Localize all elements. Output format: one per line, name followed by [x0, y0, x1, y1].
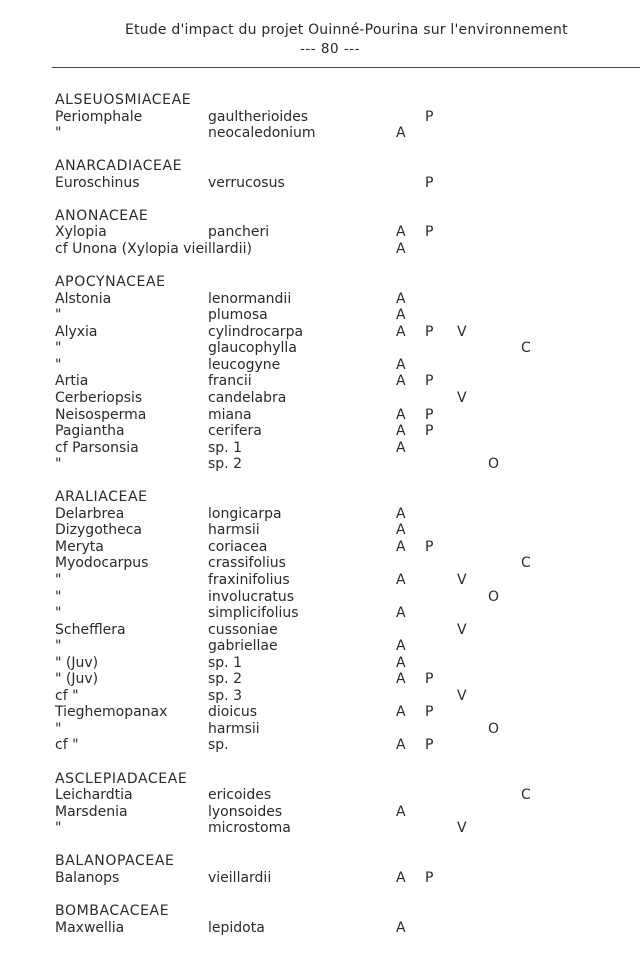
species-row: [0, 241, 640, 258]
species-row: [0, 787, 640, 804]
species-row: [0, 671, 640, 688]
species-row: [0, 555, 640, 572]
family-heading: [0, 274, 640, 291]
species-row: [0, 407, 640, 424]
species-epithet: lenormandii: [208, 290, 292, 307]
species-row: [0, 572, 640, 589]
species-epithet: lyonsoides: [208, 803, 283, 820]
genus-name: Artia: [55, 373, 89, 390]
mark-c: C: [521, 555, 531, 572]
genus-name: Dizygotheca: [55, 522, 143, 539]
genus-name: ": [55, 307, 62, 324]
species-epithet: ericoides: [208, 787, 272, 804]
mark-a: A: [396, 373, 406, 390]
species-epithet: coriacea: [208, 538, 268, 555]
family-heading: [0, 903, 640, 920]
species-epithet: glaucophylla: [208, 340, 297, 357]
species-epithet: harmsii: [208, 522, 260, 539]
species-row: [0, 688, 640, 705]
mark-a: A: [396, 572, 406, 588]
mark-a: A: [396, 406, 406, 423]
genus-name: ": [55, 356, 62, 373]
species-row: [0, 440, 640, 457]
mark-a: A: [396, 224, 406, 241]
family-heading: [0, 489, 640, 506]
genus-name: Meryta: [55, 538, 104, 555]
species-epithet: harmsii: [208, 720, 260, 737]
genus-name: Alyxia: [55, 323, 98, 340]
species-row: [0, 291, 640, 308]
genus-name: ": [55, 720, 62, 737]
genus-name: Neisosperma: [55, 406, 147, 423]
family-name: BOMBACACEAE: [55, 902, 170, 919]
species-row: [0, 307, 640, 324]
genus-name: Leichardtia: [55, 787, 133, 804]
family-heading: [0, 158, 640, 175]
genus-name: " (Juv): [55, 671, 99, 688]
family-name: ALSEUOSMIACEAE: [55, 92, 192, 108]
mark-p: P: [425, 538, 434, 555]
species-epithet: plumosa: [208, 307, 268, 324]
family-name: ARALIACEAE: [55, 489, 148, 506]
mark-a: A: [396, 737, 406, 754]
family-name: APOCYNACEAE: [55, 274, 166, 291]
species-epithet: sp. 2: [208, 456, 242, 473]
genus-name: Xylopia: [55, 224, 107, 241]
species-epithet: simplicifolius: [208, 605, 299, 621]
family-heading: [0, 771, 640, 788]
mark-a: A: [396, 919, 406, 936]
mark-p: P: [425, 406, 434, 423]
species-row: [0, 539, 640, 556]
genus-name: ": [55, 340, 62, 357]
species-row: [0, 357, 640, 374]
species-epithet: dioicus: [208, 704, 258, 721]
genus-name: Pagiantha: [55, 423, 125, 439]
mark-a: A: [396, 605, 406, 621]
genus-name: Balanops: [55, 869, 120, 886]
species-row: [0, 125, 640, 142]
species-row: [0, 704, 640, 721]
species-epithet: pancheri: [208, 224, 270, 241]
mark-p: P: [425, 869, 434, 886]
mark-v: V: [457, 687, 467, 704]
mark-p: P: [425, 174, 434, 191]
genus-name: cf ": [55, 687, 79, 704]
mark-a: A: [396, 638, 406, 655]
mark-v: V: [457, 572, 467, 588]
mark-a: A: [396, 307, 406, 324]
mark-a: A: [396, 671, 406, 688]
family-name: ANONACEAE: [55, 207, 149, 224]
mark-v: V: [457, 621, 467, 638]
genus-name: Schefflera: [55, 621, 126, 638]
mark-p: P: [425, 704, 434, 721]
mark-o: O: [488, 720, 500, 737]
species-row: [0, 721, 640, 738]
mark-a: A: [396, 423, 406, 439]
species-epithet: cussoniae: [208, 621, 278, 638]
mark-o: O: [488, 456, 500, 473]
genus-name: ": [55, 638, 62, 655]
mark-a: A: [396, 125, 406, 142]
genus-name: ": [55, 820, 62, 837]
genus-name: ": [55, 456, 62, 473]
genus-name: Tieghemopanax: [55, 704, 168, 721]
mark-v: V: [457, 820, 467, 837]
species-row: [0, 870, 640, 887]
species-epithet: gaultherioides: [208, 108, 309, 125]
species-row: [0, 506, 640, 523]
genus-name: Euroschinus: [55, 174, 140, 191]
family-heading: [0, 208, 640, 225]
genus-name: Maxwellia: [55, 919, 125, 936]
genus-name: Cerberiopsis: [55, 389, 143, 406]
family-heading: [0, 853, 640, 870]
species-epithet: sp. 2: [208, 671, 242, 688]
genus-name: Marsdenia: [55, 803, 128, 820]
mark-a: A: [396, 522, 406, 539]
genus-name: ": [55, 125, 62, 142]
genus-name: ": [55, 588, 62, 605]
mark-p: P: [425, 108, 434, 125]
genus-name: Alstonia: [55, 290, 112, 307]
species-row: [0, 456, 640, 473]
genus-name: Periomphale: [55, 108, 143, 125]
mark-a: A: [396, 704, 406, 721]
species-row: [0, 522, 640, 539]
species-row: [0, 820, 640, 837]
species-row: [0, 390, 640, 407]
species-row: [0, 804, 640, 821]
genus-name: " (Juv): [55, 654, 99, 671]
species-row: [0, 340, 640, 357]
mark-p: P: [425, 224, 434, 241]
mark-v: V: [457, 323, 467, 340]
species-row: [0, 655, 640, 672]
mark-a: A: [396, 323, 406, 340]
mark-a: A: [396, 356, 406, 373]
mark-a: A: [396, 241, 406, 257]
mark-a: A: [396, 290, 406, 307]
species-epithet: crassifolius: [208, 555, 286, 572]
mark-a: A: [396, 538, 406, 555]
species-epithet: involucratus: [208, 588, 295, 605]
species-epithet: sp. 1: [208, 654, 242, 671]
genus-name: Delarbrea: [55, 505, 125, 522]
genus-name: ": [55, 572, 62, 588]
mark-a: A: [396, 803, 406, 820]
species-epithet: sp. 3: [208, 687, 242, 704]
species-row: [0, 423, 640, 440]
mark-a: A: [396, 654, 406, 671]
species-epithet: cerifera: [208, 423, 262, 439]
species-epithet: microstoma: [208, 820, 291, 837]
species-row: [0, 920, 640, 937]
mark-c: C: [521, 340, 531, 357]
species-epithet: sp.: [208, 737, 229, 754]
mark-c: C: [521, 787, 531, 804]
species-epithet: miana: [208, 406, 252, 423]
species-epithet: sp. 1: [208, 439, 242, 456]
species-row: [0, 638, 640, 655]
mark-p: P: [425, 671, 434, 688]
genus-name: cf Unona (Xylopia vieillardii): [55, 241, 252, 257]
species-epithet: lepidota: [208, 919, 265, 936]
species-row: [0, 622, 640, 639]
family-name: ASCLEPIADACEAE: [55, 770, 188, 787]
species-row: [0, 175, 640, 192]
species-row: [0, 589, 640, 606]
species-row: [0, 373, 640, 390]
mark-p: P: [425, 423, 434, 439]
species-row: [0, 737, 640, 754]
mark-o: O: [488, 588, 500, 605]
mark-a: A: [396, 505, 406, 522]
species-epithet: longicarpa: [208, 505, 282, 522]
mark-p: P: [425, 373, 434, 390]
species-epithet: candelabra: [208, 389, 287, 406]
species-epithet: verrucosus: [208, 174, 285, 191]
genus-name: ": [55, 605, 62, 621]
family-name: ANARCADIACEAE: [55, 158, 183, 175]
species-epithet: cylindrocarpa: [208, 323, 304, 340]
species-epithet: vieillardii: [208, 869, 272, 886]
species-epithet: neocaledonium: [208, 125, 316, 142]
genus-name: cf Parsonsia: [55, 439, 139, 456]
species-epithet: leucogyne: [208, 356, 281, 373]
mark-p: P: [425, 737, 434, 754]
species-row: [0, 605, 640, 622]
document-title: Etude d'impact du projet Ouinné-Pourina sur l'environnement: [125, 22, 568, 38]
species-epithet: francii: [208, 373, 252, 390]
genus-name: Myodocarpus: [55, 555, 149, 572]
page-number: --- 80 ---: [300, 41, 360, 57]
mark-a: A: [396, 439, 406, 456]
species-row: [0, 224, 640, 241]
mark-p: P: [425, 323, 434, 340]
species-epithet: gabriellae: [208, 638, 278, 655]
mark-v: V: [457, 389, 467, 406]
mark-a: A: [396, 869, 406, 886]
species-epithet: fraxinifolius: [208, 572, 290, 588]
species-row: [0, 109, 640, 126]
genus-name: cf ": [55, 737, 79, 754]
family-name: BALANOPACEAE: [55, 853, 175, 870]
family-heading: [0, 92, 640, 109]
species-row: [0, 324, 640, 341]
